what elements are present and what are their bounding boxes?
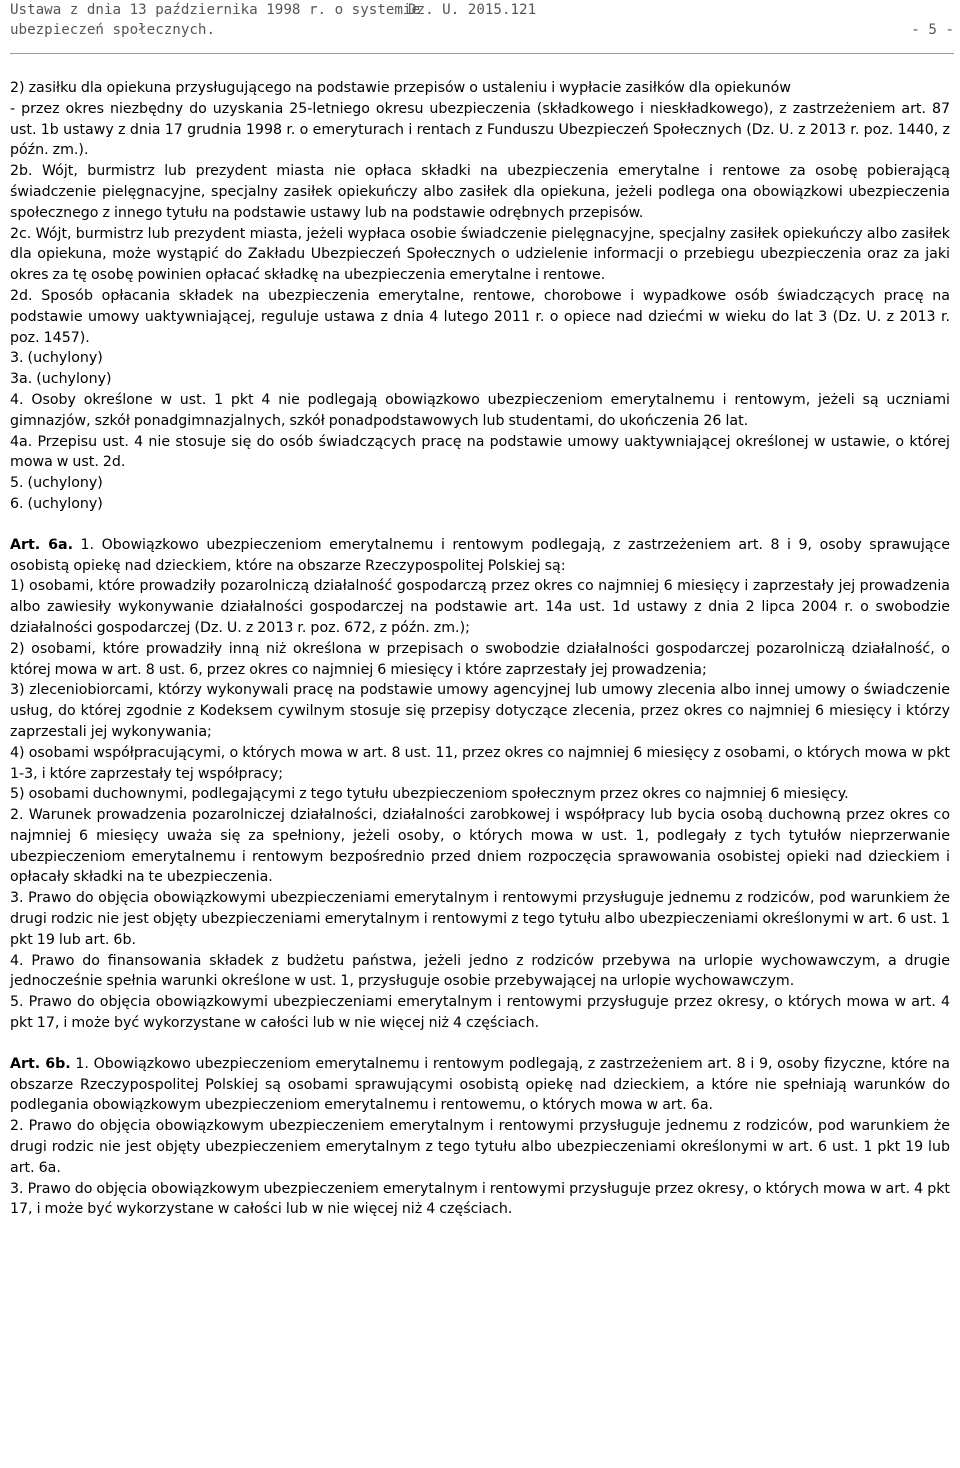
- page-number: - 5 -: [911, 22, 954, 38]
- paragraph: 5. (uchylony): [10, 475, 103, 492]
- header-divider: [10, 53, 954, 54]
- paragraph: 4a. Przepisu ust. 4 nie stosuje się do osób świadczących pracę na podstawie umowy uaktywniającej określonej w ustawie, o której mowa w ust. 2d.: [10, 433, 950, 471]
- document-body: [10, 78, 950, 1220]
- article-6a-paragraph: 4. Prawo do finansowania składek z budżetu państwa, jeżeli jedno z rodziców przebywa na urlopie wychowawczym, a drugie jednocześnie spełnia warunki określone w ust. 1, przysługuje osobie przebywającej na urlopie wychowawczym.: [10, 952, 950, 990]
- paragraph: 3. (uchylony): [10, 350, 103, 367]
- article-6a-label: Art. 6a.: [10, 536, 73, 553]
- paragraph: 2c. Wójt, burmistrz lub prezydent miasta, jeżeli wypłaca osobie świadczenie pielęgnacyjne, specjalny zasiłek opiekuńczy albo zasiłek dla opiekuna, może wystąpić do Zakładu Ubezpieczeń Społecznych o udzielenie informacji o przebiegu ubezpieczenia oraz za jaki okres za tę osobę powinien opłacać składkę na ubezpieczenia emerytalne i rentowe.: [10, 225, 950, 284]
- article-6b-paragraph: [10, 1054, 950, 1116]
- header-act-title: Ustawa z dnia 13 października 1998 r. o systemie: [10, 2, 420, 18]
- paragraph: 6. (uchylony): [10, 495, 103, 512]
- article-6a-point: 4) osobami współpracującymi, o których mowa w art. 8 ust. 11, przez okres co najmniej 6 miesięcy z osobami, o których mowa w pkt 1-3, i które zaprzestały tej współpracy;: [10, 744, 950, 782]
- paragraph: 2d. Sposób opłacania składek na ubezpieczenia emerytalne, rentowe, chorobowe i wypadkowe osób świadczących pracę na podstawie umowy uaktywniającej, reguluje ustawa z dnia 4 lutego 2011 r. o opiece nad dziećmi w wieku do lat 3 (Dz. U. z 2013 r. poz. 1457).: [10, 287, 950, 346]
- article-6a-point: 3) zleceniobiorcami, którzy wykonywali pracę na podstawie umowy agencyjnej lub umowy zlecenia albo innej umowy o świadczenie usług, do której zgodnie z Kodeksem cywilnym stosuje się przepisy dotyczące zlecenia, przez okres co najmniej 6 miesięcy i którzy zaprzestali jej wykonywania;: [10, 682, 950, 740]
- article-6b-text: 1. Obowiązkowo ubezpieczeniom emerytalnemu i rentowym podlegają, z zastrzeżeniem art. 8 i 9, osoby fizyczne, które na obszarze Rzeczypospolitej Polskiej są osobami sprawującymi osobistą opiekę nad dzieckiem, a które nie spełniają warunków do podlegania obowiązkowym ubezpieczeniom emerytalnemu i rentowemu, o których mowa w art. 6a.: [10, 1055, 950, 1114]
- article-6a-paragraph: 3. Prawo do objęcia obowiązkowymi ubezpieczeniami emerytalnym i rentowymi przysługuje jednemu z rodziców, pod warunkiem że drugi rodzic nie jest objęty ubezpieczeniami emerytalnym i rentowymi z tego tytułu albo ubezpieczeniami określonymi w art. 6 ust. 1 pkt 19 lub art. 6b.: [10, 890, 950, 948]
- section-gap: [10, 1034, 950, 1054]
- article-6a-point: 2) osobami, które prowadziły inną niż określona w przepisach o swobodzie działalności gospodarczej pozarolniczą działalność, o której mowa w art. 8 ust. 6, przez okres co najmniej 6 miesięcy i które zaprzestały jej prowadzenia;: [10, 640, 950, 678]
- paragraph: - przez okres niezbędny do uzyskania 25-letniego okresu ubezpieczenia (składkowego i nieskładkowego), z zastrzeżeniem art. 87 ust. 1b ustawy z dnia 17 grudnia 1998 r. o emeryturach i rentach z Funduszu Ubezpieczeń Społecznych (Dz. U. z 2013 r. poz. 1440, z późn. zm.).: [10, 100, 950, 159]
- paragraph: 3a. (uchylony): [10, 371, 112, 388]
- section-gap: [10, 515, 950, 535]
- article-6b-paragraph: 2. Prawo do objęcia obowiązkowym ubezpieczeniem emerytalnym i rentowymi przysługuje jednemu z rodziców, pod warunkiem że drugi rodzic nie jest objęty ubezpieczeniem emerytalnym z tego tytułu albo ubezpieczeniami określonymi w art. 6 ust. 1 pkt 19 lub art. 6a.: [10, 1118, 950, 1176]
- article-6a-paragraph: 5. Prawo do objęcia obowiązkowymi ubezpieczeniami emerytalnym i rentowymi przysługuje przez okresy, o których mowa w art. 4 pkt 17, i może być wykorzystane w całości lub w nie więcej niż 4 częściach.: [10, 994, 950, 1032]
- article-6a-text: 1. Obowiązkowo ubezpieczeniom emerytalnemu i rentowym podlegają, z zastrzeżeniem art. 8 i 9, osoby sprawujące osobistą opiekę nad dzieckiem, które na obszarze Rzeczypospolitej Polskiej są:: [10, 536, 950, 574]
- article-6b-paragraph: 3. Prawo do objęcia obowiązkowym ubezpieczeniem emerytalnym i rentowymi przysługuje przez okresy, o których mowa w art. 4 pkt 17, i może być wykorzystane w całości lub w nie więcej niż 4 częściach.: [10, 1180, 950, 1218]
- article-6a-paragraph: [10, 535, 950, 577]
- paragraph: 4. Osoby określone w ust. 1 pkt 4 nie podlegają obowiązkowo ubezpieczeniom emerytalnemu i rentowym, jeżeli są uczniami gimnazjów, szkół ponadgimnazjalnych, szkół ponadpodstawowych lub studentami, do ukończenia 26 lat.: [10, 391, 950, 429]
- header-act-title-cont: ubezpieczeń społecznych.: [10, 22, 215, 38]
- header-journal-ref: Dz. U. 2015.121: [408, 2, 537, 18]
- article-6a-paragraph: 2. Warunek prowadzenia pozarolniczej działalności, działalności zarobkowej i współpracy lub bycia osobą duchowną przez okres co najmniej 6 miesięcy uważa się za spełniony, jeżeli osoby, o których mowa w ust. 1, podlegały z tych tytułów nieprzerwanie ubezpieczeniom emerytalnemu i rentowym bezpośrednio przed dniem rozpoczęcia sprawowania osobistej opieki nad dzieckiem i opłacały składki na te ubezpieczenia.: [10, 807, 950, 886]
- article-6b-label: Art. 6b.: [10, 1055, 71, 1072]
- paragraph: 2b. Wójt, burmistrz lub prezydent miasta nie opłaca składki na ubezpieczenia emerytalne i rentowe za osobę pobierającą świadczenie pielęgnacyjne, specjalny zasiłek opiekuńczy albo zasiłek dla opiekuna, jeżeli podlega ona obowiązkowi ubezpieczenia społecznego z innego tytułu na podstawie ustawy lub na podstawie odrębnych przepisów.: [10, 163, 950, 221]
- article-6a-point: 1) osobami, które prowadziły pozarolniczą działalność gospodarczą przez okres co najmniej 6 miesięcy i zaprzestały jej prowadzenia albo zawiesiły wykonywanie działalności gospodarczej na podstawie art. 14a ust. 1d ustawy z dnia 2 lipca 2004 r. o swobodzie działalności gospodarczej (Dz. U. z 2013 r. poz. 672, z późn. zm.);: [10, 578, 950, 636]
- page-header: [10, 0, 954, 44]
- paragraph: 2) zasiłku dla opiekuna przysługującego na podstawie przepisów o ustaleniu i wypłacie zasiłków dla opiekunów: [10, 80, 791, 96]
- article-6a-point: 5) osobami duchownymi, podlegającymi z tego tytułu ubezpieczeniom społecznym przez okres co najmniej 6 miesięcy.: [10, 786, 849, 803]
